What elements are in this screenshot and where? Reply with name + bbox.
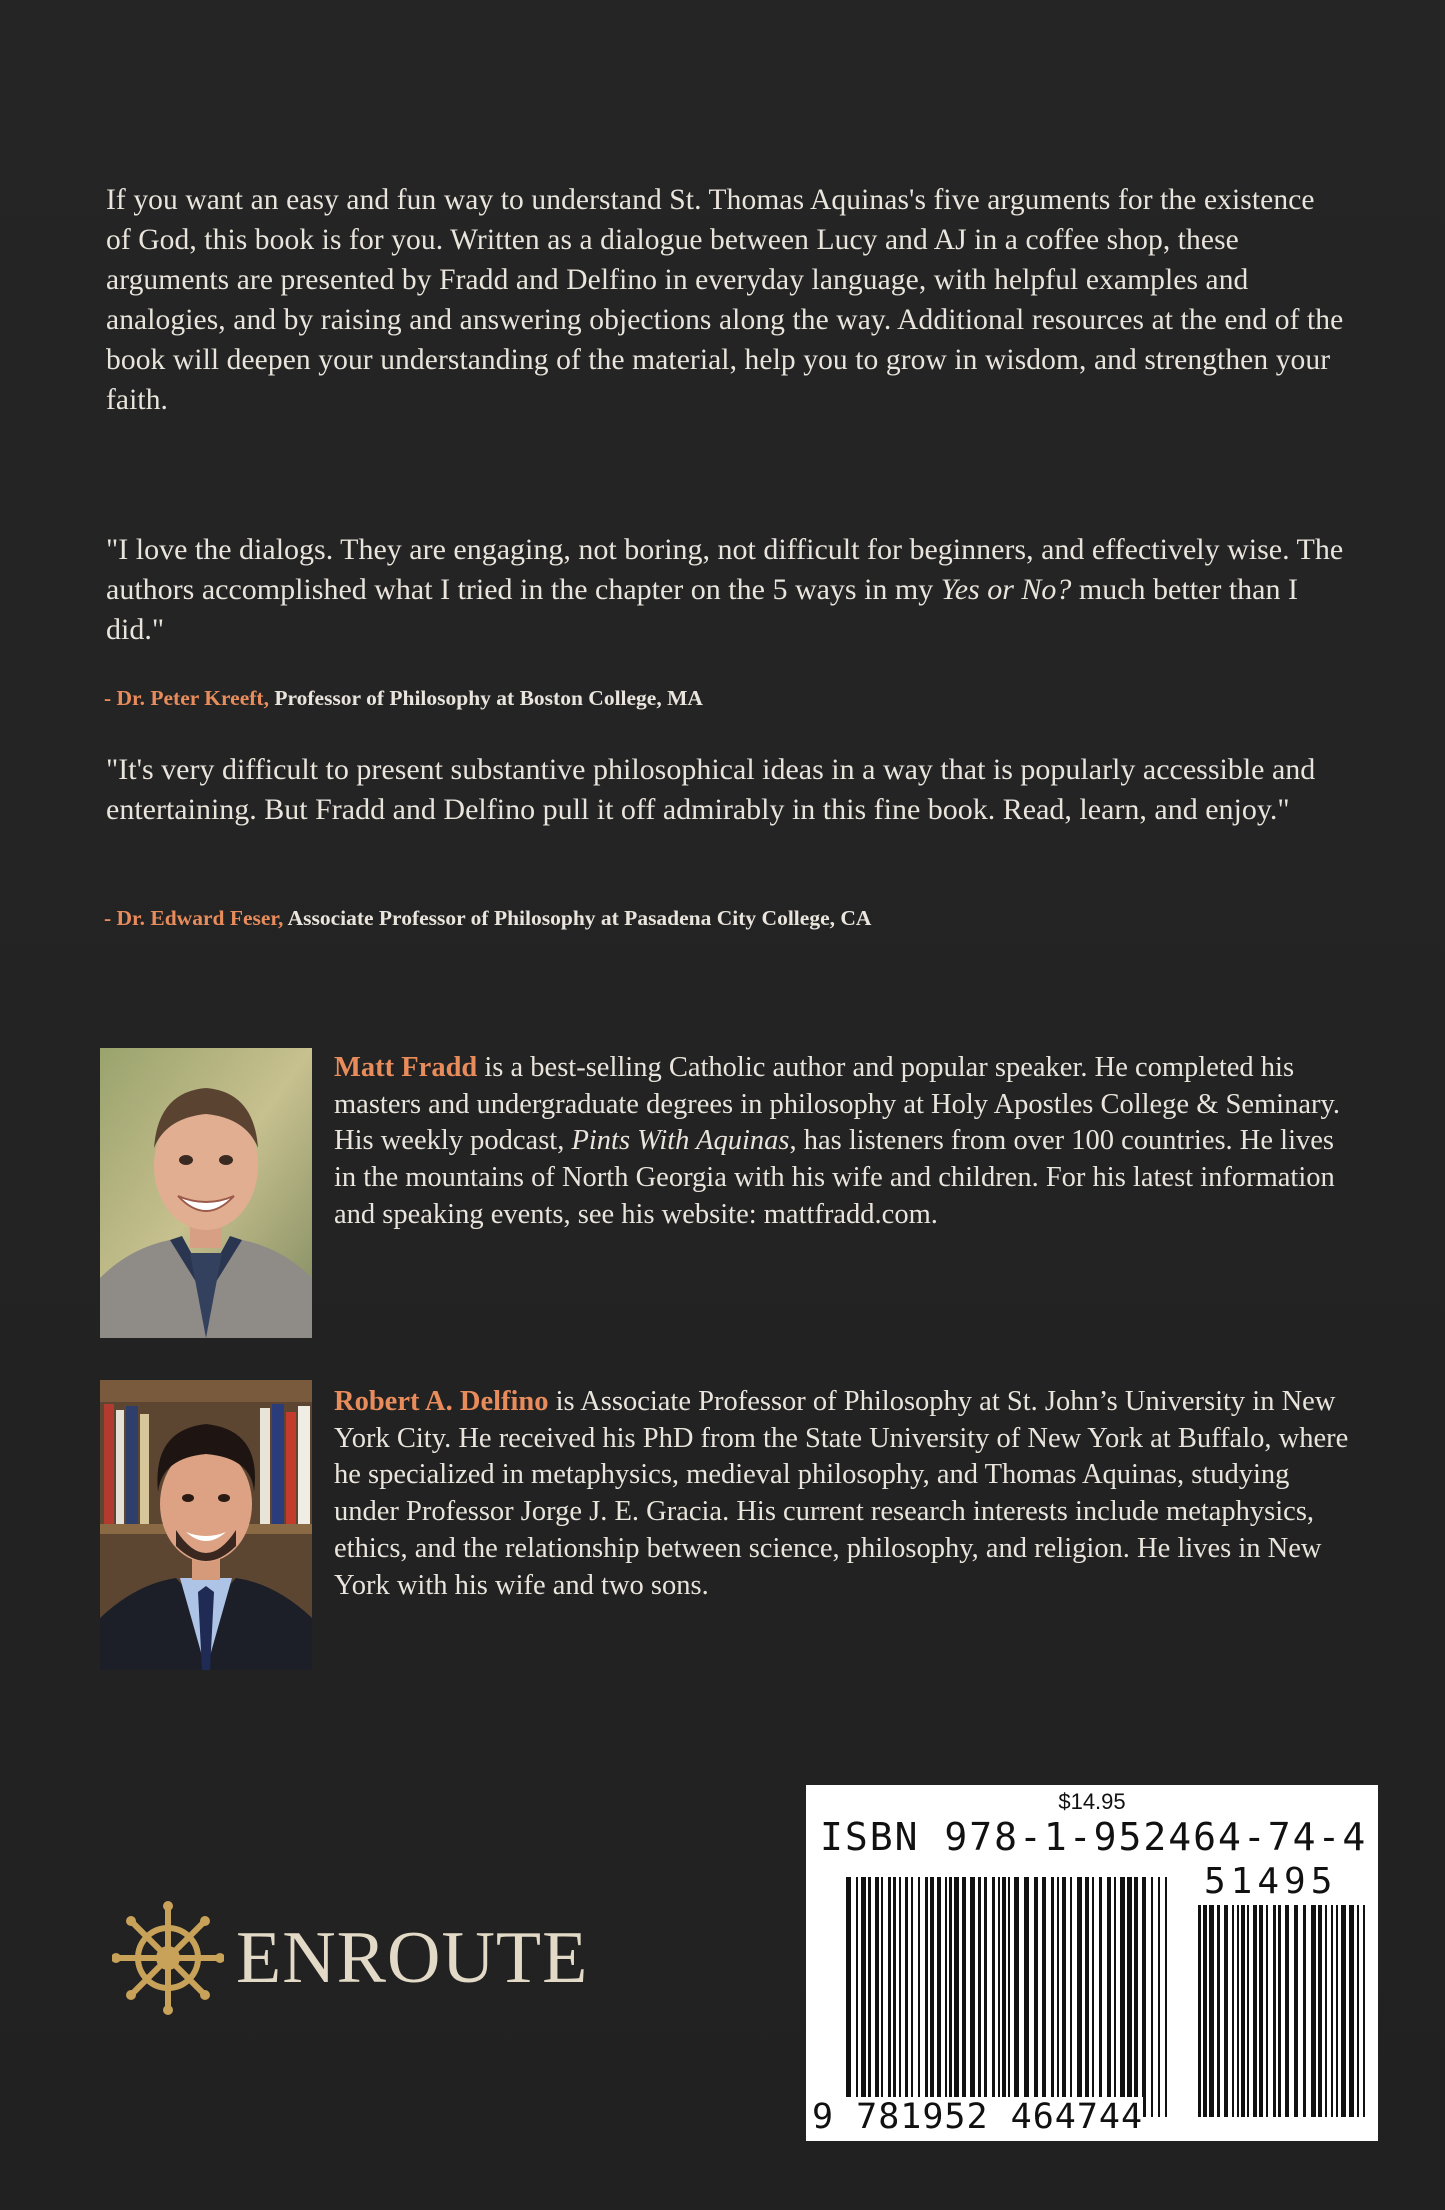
- barcode-bar: [978, 1877, 981, 2117]
- barcode-bar: [1070, 1877, 1072, 2117]
- barcode-bar: [998, 1877, 1000, 2117]
- barcode-bar: [899, 1877, 901, 2117]
- addon-barcode: [1198, 1905, 1368, 2117]
- barcode-bar: [1232, 1905, 1234, 2117]
- barcode-bar: [1266, 1905, 1268, 2117]
- podcast-title: Pints With Aquinas: [571, 1125, 790, 1157]
- barcode-bar: [1241, 1905, 1245, 2117]
- barcode-bar: [1349, 1905, 1354, 2117]
- isbn-barcode-label: [806, 1785, 1378, 2141]
- barcode-bar: [925, 1877, 928, 2117]
- bio-matt-fradd: [334, 1050, 1354, 1234]
- reviewer-name: - Dr. Peter Kreeft,: [104, 686, 269, 710]
- quote-text: "I love the dialogs. They are engaging, not boring, not difficult for beginners, and effectively wise. The authors accomplished what I tried in the chapter on the 5 ways in my: [106, 533, 1344, 606]
- book-blurb: If you want an easy and fun way to understand St. Thomas Aquinas's five arguments for the existence of God, this book is for you. Written as a dialogue between Lucy and AJ in a coffee shop, these arguments are presented by Fradd and Delfino in everyday language, with helpful examples and analogies, and by raising and answering objections along the way. Additional resources at the end of the book will deepen your understanding of the material, help you to grow in wisdom, and strengthen your faith.: [106, 184, 1344, 416]
- barcode-bar: [893, 1877, 896, 2117]
- barcode-bar: [1285, 1905, 1289, 2117]
- barcode-bar: [1259, 1905, 1263, 2117]
- bio-robert-delfino: [334, 1384, 1354, 1604]
- barcode-bar: [984, 1877, 987, 2117]
- barcode-bar: [1336, 1905, 1338, 2117]
- barcode-bar: [1151, 1877, 1153, 2117]
- bio-text: is a best-selling Catholic author and popular speaker. He completed his masters and undergraduate degrees in philosophy at Holy Apostles College & Seminary. His weekly podcast,: [334, 1052, 1341, 1157]
- barcode-bar: [1209, 1905, 1214, 2117]
- isbn-number: ISBN 978-1-952464-74-4: [820, 1815, 1368, 1859]
- barcode-bar: [949, 1877, 952, 2117]
- barcode-bar: [1107, 1877, 1111, 2117]
- bio-text: is Associate Professor of Philosophy at St. John’s University in New York City. He received his PhD from the State University of New York at Buffalo, where he specialized in metaphysics, medieval philosophy, and Thomas Aquinas, studying under Professor Jorge J. E. Gracia. His current research interests include metaphysics, ethics, and the relationship between science, philosophy, and religion. He lives in New York with his wife and two sons.: [334, 1386, 1349, 1601]
- author-name: Robert A. Delfino: [334, 1386, 549, 1417]
- barcode-bar: [1092, 1877, 1094, 2117]
- barcode-bar: [868, 1877, 871, 2117]
- barcode-bar: [1318, 1905, 1322, 2117]
- barcode-bar: [1062, 1877, 1066, 2117]
- barcode-bar: [1099, 1877, 1102, 2117]
- barcode-bar: [1198, 1905, 1201, 2117]
- author-photo-robert-delfino: [100, 1380, 312, 1670]
- barcode-bar: [962, 1877, 966, 2117]
- barcode-bar: [1008, 1877, 1010, 2117]
- barcode-bar: [881, 1877, 883, 2117]
- barcode-bar: [888, 1877, 891, 2117]
- barcode-bar: [1014, 1877, 1019, 2117]
- barcode-bar: [945, 1877, 947, 2117]
- barcode-bar: [1224, 1905, 1228, 2117]
- ean-barcode: [846, 1877, 1176, 2117]
- barcode-bar: [1203, 1905, 1207, 2117]
- attribution-feser: [104, 906, 871, 931]
- barcode-bar: [1165, 1877, 1167, 2117]
- barcode-bar: [911, 1877, 913, 2117]
- reviewer-role: Professor of Philosophy at Boston College, MA: [274, 686, 703, 710]
- reviewer-name: - Dr. Edward Feser,: [104, 906, 284, 930]
- quote-text-end: much better than I did.": [106, 573, 1298, 646]
- barcode-bar: [1085, 1877, 1089, 2117]
- barcode-bar: [1237, 1905, 1239, 2117]
- barcode-bar: [1294, 1905, 1298, 2117]
- author-photo-matt-fradd: [100, 1048, 312, 1338]
- barcode-bar: [1247, 1905, 1249, 2117]
- barcode-bar: [937, 1877, 941, 2117]
- author-name: Matt Fradd: [334, 1052, 478, 1083]
- price-addon-digits: 51495: [1204, 1861, 1338, 1902]
- barcode-bar: [992, 1877, 995, 2117]
- barcode-bar: [1303, 1905, 1306, 2117]
- barcode-bar: [1077, 1877, 1082, 2117]
- barcode-bar: [1057, 1877, 1059, 2117]
- barcode-bar: [856, 1877, 858, 2117]
- barcode-bar: [1051, 1877, 1054, 2117]
- ship-wheel-icon: [112, 1898, 224, 2018]
- barcode-bar: [1331, 1905, 1333, 2117]
- barcode-bar: [875, 1877, 879, 2117]
- barcode-bar: [1002, 1877, 1006, 2117]
- barcode-bar: [1127, 1877, 1132, 2117]
- barcode-bar: [1042, 1877, 1046, 2117]
- barcode-bar: [1134, 1877, 1138, 2117]
- attribution-kreeft: [104, 686, 703, 711]
- barcode-bar: [1341, 1905, 1346, 2117]
- barcode-bar: [1357, 1905, 1359, 2117]
- barcode-bar: [1114, 1877, 1116, 2117]
- barcode-bar: [1273, 1905, 1276, 2117]
- review-quote-kreeft: [106, 530, 1346, 650]
- reviewer-role: Associate Professor of Philosophy at Pasadena City College, CA: [287, 906, 872, 930]
- barcode-bar: [1363, 1905, 1365, 2117]
- publisher-logo: [112, 1898, 588, 2018]
- book-title-yes-or-no: Yes or No?: [940, 573, 1072, 606]
- barcode-bar: [1158, 1877, 1160, 2117]
- barcode-bar: [1325, 1905, 1327, 2117]
- quote-text: "It's very difficult to present substantive philosophical ideas in a way that is popularly accessible and entertaining. But Fradd and Delfino pull it off admirably in this fine book. Read, learn, and enjoy.": [106, 753, 1316, 826]
- barcode-bar: [905, 1877, 908, 2117]
- bio-text-end: , has listeners from over 100 countries. He lives in the mountains of North Georgia with his wife and children. For his latest information and speaking events, see his website: mattfradd.com.: [334, 1125, 1335, 1230]
- barcode-bar: [970, 1877, 975, 2117]
- barcode-bar: [846, 1877, 851, 2117]
- barcode-bar: [1217, 1905, 1220, 2117]
- ean-digits: 9 781952 464744: [812, 2097, 1144, 2137]
- barcode-bar: [1142, 1877, 1146, 2117]
- barcode-bar: [930, 1877, 934, 2117]
- barcode-bar: [954, 1877, 959, 2117]
- review-quote-feser: [106, 750, 1346, 830]
- barcode-bar: [861, 1877, 866, 2117]
- barcode-bar: [1253, 1905, 1257, 2117]
- price: $14.95: [1058, 1789, 1126, 1814]
- publisher-name: ENROUTE: [236, 1916, 589, 1999]
- barcode-bar: [1034, 1877, 1038, 2117]
- barcode-bar: [1311, 1905, 1316, 2117]
- barcode-bar: [1278, 1905, 1281, 2117]
- barcode-bar: [1024, 1877, 1029, 2117]
- barcode-bar: [918, 1877, 920, 2117]
- barcode-bar: [1120, 1877, 1125, 2117]
